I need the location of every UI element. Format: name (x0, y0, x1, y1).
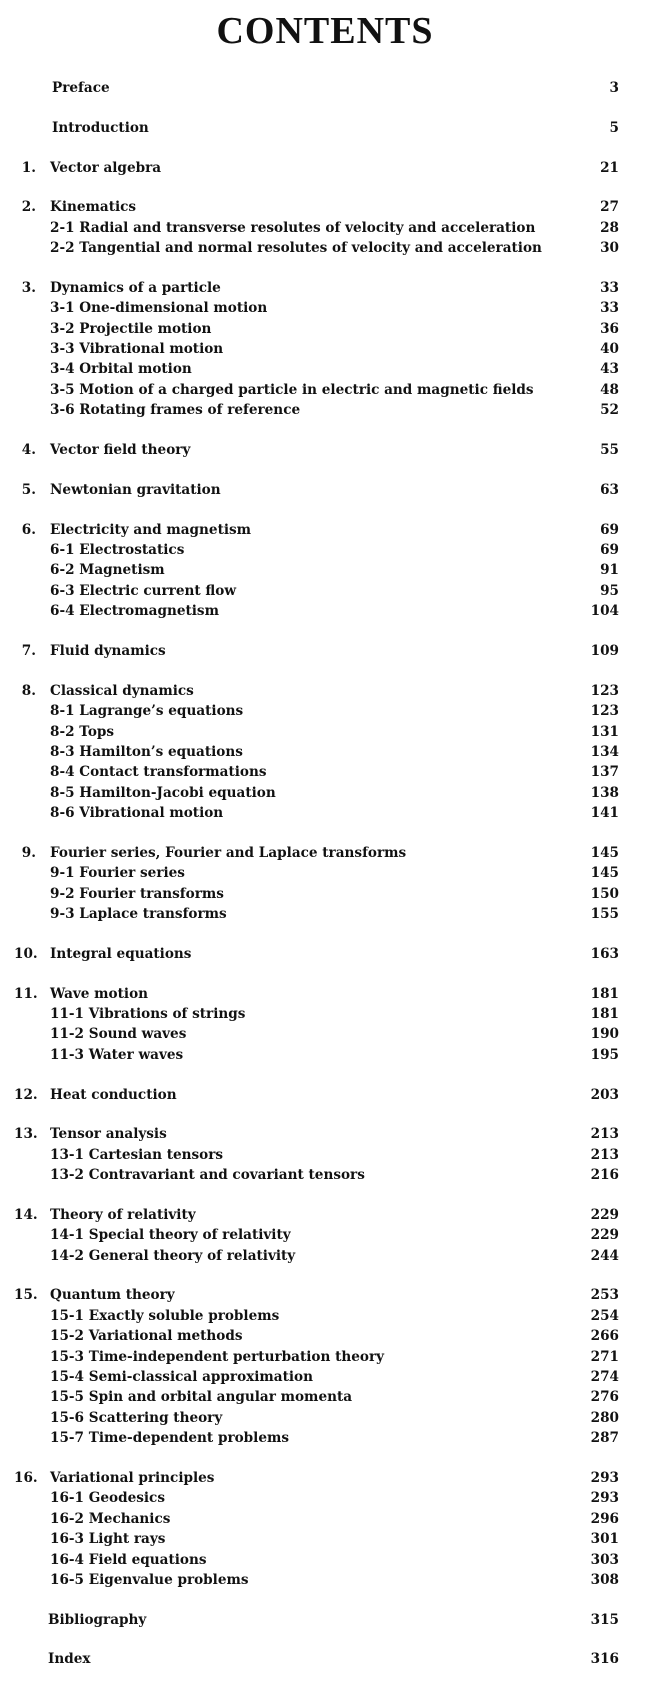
section-page-number: 287 (590, 1430, 619, 1447)
section-title: 6-3 Electric current flow (50, 582, 237, 599)
chapter-entry (0, 1285, 650, 1448)
toc-row-chapter[interactable] (0, 197, 650, 217)
chapter-page-number: 27 (600, 199, 619, 216)
section-title: 16-5 Eigenvalue problems (50, 1571, 249, 1588)
chapter-page-number: 181 (590, 985, 619, 1002)
toc-row-section[interactable] (0, 601, 650, 621)
toc-row-section[interactable] (0, 742, 650, 762)
section-title: 14-2 General theory of relativity (50, 1247, 296, 1264)
chapter-title: Dynamics of a particle (50, 279, 221, 296)
front-matter-entry (0, 118, 650, 138)
chapter-title: Electricity and magnetism (50, 521, 252, 538)
toc-row-chapter[interactable] (0, 278, 650, 298)
section-page-number: 181 (590, 1005, 619, 1022)
chapter-title: Quantum theory (50, 1287, 175, 1304)
toc-row-section[interactable] (0, 380, 650, 400)
chapter-title: Theory of relativity (50, 1206, 196, 1223)
toc-row-chapter[interactable] (0, 520, 650, 540)
toc-row-chapter[interactable] (0, 1285, 650, 1305)
section-title: 8-5 Hamilton-Jacobi equation (50, 784, 276, 801)
section-page-number: 52 (600, 402, 619, 419)
toc-row-back-matter[interactable] (0, 1610, 650, 1630)
chapter-entry (0, 681, 650, 824)
toc-row-section[interactable] (0, 238, 650, 258)
toc-row-section[interactable] (0, 581, 650, 601)
page-title: CONTENTS (216, 10, 434, 52)
chapter-title: Tensor analysis (50, 1126, 167, 1143)
section-page-number: 131 (590, 723, 619, 740)
chapter-number: 1. (21, 159, 36, 176)
toc-row-section[interactable] (0, 803, 650, 823)
chapter-page-number: 253 (590, 1287, 619, 1304)
section-page-number: 69 (600, 541, 619, 558)
section-page-number: 138 (590, 784, 619, 801)
section-title: 11-2 Sound waves (50, 1026, 187, 1043)
section-page-number: 274 (590, 1369, 619, 1385)
section-page-number: 33 (600, 300, 619, 317)
section-title: 3-1 One-dimensional motion (50, 300, 268, 317)
section-title: 15-1 Exactly soluble problems (50, 1307, 280, 1324)
chapter-number: 3. (21, 279, 36, 296)
chapter-number: 12. (14, 1086, 38, 1103)
chapter-number: 8. (21, 682, 36, 699)
chapter-page-number: 229 (590, 1206, 619, 1223)
chapter-title: Integral equations (50, 945, 192, 962)
entry-title: Preface (52, 80, 110, 96)
entry-page-number: 5 (609, 119, 619, 136)
chapter-title: Variational principles (50, 1469, 215, 1486)
chapter-title: Heat conduction (50, 1086, 177, 1103)
toc-row-chapter[interactable] (0, 440, 650, 460)
section-page-number: 141 (590, 805, 619, 822)
toc-row-chapter[interactable] (0, 158, 650, 178)
section-page-number: 308 (590, 1571, 619, 1588)
section-page-number: 293 (590, 1490, 619, 1507)
chapter-number: 9. (21, 844, 36, 861)
toc-row-section[interactable] (0, 904, 650, 924)
chapter-entry (0, 1124, 650, 1185)
toc-row-chapter[interactable] (0, 641, 650, 661)
chapter-page-number: 293 (590, 1469, 619, 1486)
section-title: 6-4 Electromagnetism (50, 603, 219, 620)
toc-row-section[interactable] (0, 762, 650, 782)
chapter-number: 11. (14, 985, 38, 1002)
section-page-number: 137 (590, 764, 619, 781)
section-title: 2-2 Tangential and normal resolutes of velocity and acceleration (50, 240, 542, 257)
chapter-page-number: 213 (590, 1126, 619, 1143)
section-title: 8-3 Hamilton’s equations (50, 743, 243, 760)
toc-row-section[interactable] (0, 1387, 650, 1407)
section-page-number: 30 (600, 240, 619, 257)
table-of-contents (0, 78, 650, 1689)
section-title: 15-2 Variational methods (50, 1328, 243, 1345)
section-title: 8-1 Lagrange’s equations (50, 703, 244, 720)
section-page-number: 36 (600, 320, 619, 337)
section-title: 14-1 Special theory of relativity (50, 1227, 291, 1244)
toc-row-section[interactable] (0, 1488, 650, 1508)
chapter-page-number: 203 (590, 1086, 619, 1103)
chapter-entry (0, 1085, 650, 1105)
front-matter-entry (0, 78, 650, 98)
toc-row-section[interactable] (0, 1326, 650, 1346)
toc-row-section[interactable] (0, 1145, 650, 1165)
chapter-entry (0, 480, 650, 500)
toc-row-section[interactable] (0, 1428, 650, 1448)
section-page-number: 280 (590, 1409, 619, 1426)
chapter-title: Fluid dynamics (50, 642, 166, 659)
toc-row-front-matter[interactable] (0, 118, 650, 138)
section-page-number: 271 (590, 1348, 619, 1365)
toc-row-section[interactable] (0, 722, 650, 742)
section-title: 3-3 Vibrational motion (50, 341, 224, 358)
section-title: 16-1 Geodesics (50, 1490, 165, 1507)
chapter-page-number: 63 (600, 481, 619, 498)
section-page-number: 303 (590, 1551, 619, 1568)
chapter-number: 7. (21, 642, 36, 659)
section-page-number: 95 (600, 582, 619, 599)
chapter-entry (0, 1468, 650, 1590)
section-page-number: 123 (590, 703, 619, 720)
section-page-number: 134 (590, 743, 619, 760)
toc-row-chapter[interactable] (0, 843, 650, 863)
toc-row-section[interactable] (0, 1550, 650, 1570)
toc-row-chapter[interactable] (0, 1468, 650, 1488)
chapter-number: 4. (21, 442, 36, 459)
section-title: 2-1 Radial and transverse resolutes of velocity and acceleration (50, 219, 536, 236)
chapter-title: Vector field theory (50, 442, 191, 459)
section-title: 16-2 Mechanics (50, 1510, 171, 1527)
toc-row-section[interactable] (0, 1225, 650, 1245)
chapter-page-number: 145 (590, 844, 619, 861)
toc-row-section[interactable] (0, 1165, 650, 1185)
toc-row-section[interactable] (0, 1529, 650, 1549)
entry-page-number: 3 (609, 80, 619, 96)
section-title: 16-3 Light rays (50, 1531, 166, 1548)
section-title: 11-1 Vibrations of strings (50, 1005, 246, 1022)
toc-row-section[interactable] (0, 1509, 650, 1529)
section-title: 8-2 Tops (50, 723, 115, 740)
toc-row-section[interactable] (0, 560, 650, 580)
toc-row-chapter[interactable] (0, 1205, 650, 1225)
toc-row-section[interactable] (0, 863, 650, 883)
section-title: 9-3 Laplace transforms (50, 906, 227, 923)
toc-row-section[interactable] (0, 701, 650, 721)
chapter-page-number: 33 (600, 279, 619, 296)
section-title: 13-1 Cartesian tensors (50, 1146, 224, 1163)
section-page-number: 48 (600, 381, 619, 398)
chapter-page-number: 109 (590, 642, 619, 659)
section-title: 15-5 Spin and orbital angular momenta (50, 1389, 353, 1406)
section-page-number: 276 (590, 1389, 619, 1406)
section-title: 3-5 Motion of a charged particle in electric and magnetic fields (50, 381, 534, 398)
section-title: 8-6 Vibrational motion (50, 805, 224, 822)
back-matter-entry (0, 1649, 650, 1669)
chapter-entry (0, 520, 650, 622)
entry-title: Bibliography (48, 1611, 147, 1628)
section-title: 13-2 Contravariant and covariant tensors (50, 1167, 365, 1184)
section-page-number: 301 (590, 1531, 619, 1548)
chapter-page-number: 163 (590, 945, 619, 962)
chapter-page-number: 21 (600, 159, 619, 176)
section-title: 15-4 Semi-classical approximation (50, 1369, 314, 1385)
section-page-number: 190 (590, 1026, 619, 1043)
section-title: 6-2 Magnetism (50, 562, 165, 579)
section-title: 3-4 Orbital motion (50, 361, 192, 378)
toc-row-section[interactable] (0, 1306, 650, 1326)
chapter-number: 10. (14, 945, 38, 962)
section-title: 15-3 Time-independent perturbation theory (50, 1348, 385, 1365)
section-page-number: 145 (590, 865, 619, 882)
toc-row-section[interactable] (0, 540, 650, 560)
chapter-entry (0, 984, 650, 1066)
section-title: 16-4 Field equations (50, 1551, 207, 1568)
chapter-entry (0, 843, 650, 925)
toc-row-chapter[interactable] (0, 681, 650, 701)
toc-row-section[interactable] (0, 218, 650, 238)
toc-row-section[interactable] (0, 1347, 650, 1367)
chapter-title: Wave motion (50, 985, 149, 1002)
chapter-entry (0, 158, 650, 178)
section-page-number: 296 (590, 1510, 619, 1527)
toc-row-section[interactable] (0, 339, 650, 359)
chapter-entry (0, 197, 650, 258)
section-title: 6-1 Electrostatics (50, 541, 185, 558)
section-title: 15-7 Time-dependent problems (50, 1430, 290, 1447)
toc-row-section[interactable] (0, 1570, 650, 1590)
section-page-number: 244 (590, 1247, 619, 1264)
chapter-title: Vector algebra (50, 159, 162, 176)
toc-row-chapter[interactable] (0, 984, 650, 1004)
section-title: 11-3 Water waves (50, 1046, 184, 1063)
entry-title: Introduction (52, 119, 149, 136)
section-title: 8-4 Contact transformations (50, 764, 267, 781)
chapter-entry (0, 1205, 650, 1266)
section-title: 3-6 Rotating frames of reference (50, 402, 301, 419)
section-page-number: 254 (590, 1307, 619, 1324)
chapter-entry (0, 944, 650, 964)
section-page-number: 266 (590, 1328, 619, 1345)
section-title: 9-1 Fourier series (50, 865, 185, 882)
chapter-number: 6. (21, 521, 36, 538)
section-page-number: 104 (590, 603, 619, 620)
section-title: 15-6 Scattering theory (50, 1409, 223, 1426)
chapter-entry (0, 278, 650, 421)
chapter-title: Classical dynamics (50, 682, 194, 699)
chapter-page-number: 55 (600, 442, 619, 459)
chapter-number: 14. (14, 1206, 38, 1223)
section-page-number: 155 (590, 906, 619, 923)
toc-row-section[interactable] (0, 1004, 650, 1024)
section-page-number: 229 (590, 1227, 619, 1244)
chapter-page-number: 69 (600, 521, 619, 538)
section-page-number: 43 (600, 361, 619, 378)
chapter-title: Fourier series, Fourier and Laplace transforms (50, 844, 407, 861)
toc-row-chapter[interactable] (0, 1124, 650, 1144)
chapter-title: Newtonian gravitation (50, 481, 221, 498)
toc-row-section[interactable] (0, 298, 650, 318)
chapter-number: 16. (14, 1469, 38, 1486)
section-page-number: 40 (600, 341, 619, 358)
section-page-number: 195 (590, 1046, 619, 1063)
toc-row-section[interactable] (0, 319, 650, 339)
chapter-entry (0, 641, 650, 661)
section-title: 9-2 Fourier transforms (50, 885, 224, 902)
entry-page-number: 316 (590, 1651, 619, 1668)
toc-row-front-matter[interactable] (0, 78, 650, 98)
chapter-number: 13. (14, 1126, 38, 1143)
toc-row-section[interactable] (0, 359, 650, 379)
toc-row-section[interactable] (0, 1408, 650, 1428)
toc-row-section[interactable] (0, 1024, 650, 1044)
entry-page-number: 315 (590, 1611, 619, 1628)
chapter-number: 5. (21, 481, 36, 498)
toc-row-section[interactable] (0, 783, 650, 803)
toc-row-section[interactable] (0, 1045, 650, 1065)
entry-title: Index (48, 1651, 91, 1668)
toc-row-chapter[interactable] (0, 944, 650, 964)
toc-row-back-matter[interactable] (0, 1649, 650, 1669)
section-page-number: 216 (590, 1167, 619, 1184)
back-matter-entry (0, 1610, 650, 1630)
section-page-number: 28 (600, 219, 619, 236)
toc-row-section[interactable] (0, 884, 650, 904)
section-page-number: 150 (590, 885, 619, 902)
toc-row-section[interactable] (0, 1367, 650, 1387)
section-title: 3-2 Projectile motion (50, 320, 212, 337)
chapter-entry (0, 440, 650, 460)
chapter-title: Kinematics (50, 199, 137, 216)
chapter-page-number: 123 (590, 682, 619, 699)
chapter-number: 2. (21, 199, 36, 216)
chapter-number: 15. (14, 1287, 38, 1304)
section-page-number: 213 (590, 1146, 619, 1163)
toc-row-chapter[interactable] (0, 1085, 650, 1105)
toc-row-section[interactable] (0, 1246, 650, 1266)
section-page-number: 91 (600, 562, 619, 579)
toc-row-section[interactable] (0, 400, 650, 420)
toc-row-chapter[interactable] (0, 480, 650, 500)
